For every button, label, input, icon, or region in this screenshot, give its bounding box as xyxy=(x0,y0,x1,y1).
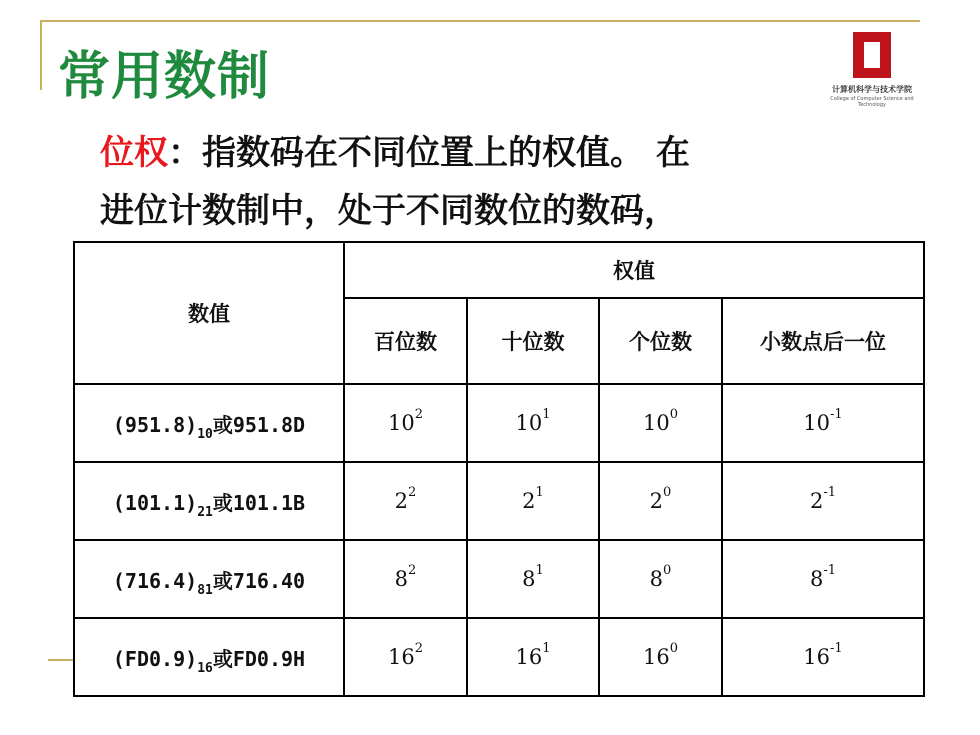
weight-cell: $2^{-1}$ xyxy=(722,462,924,540)
number-cell: $(716.4)_{81}$或716.40 xyxy=(74,540,344,618)
weight-cell: $8^2$ xyxy=(344,540,467,618)
table-row xyxy=(74,384,924,462)
weight-cell: $10^0$ xyxy=(599,384,722,462)
weight-cell: $10^1$ xyxy=(467,384,599,462)
weight-table xyxy=(73,241,925,697)
table-row xyxy=(74,540,924,618)
logo-subtext: College of Computer Science and Technology xyxy=(830,96,914,108)
bottom-rule xyxy=(48,659,74,661)
weight-cell: $16^2$ xyxy=(344,618,467,696)
weight-cell: $2^1$ xyxy=(467,462,599,540)
logo-text: 计算机科学与技术学院 xyxy=(832,85,912,94)
weight-cell: $16^{-1}$ xyxy=(722,618,924,696)
weight-cell: $8^1$ xyxy=(467,540,599,618)
table-row xyxy=(74,618,924,696)
column-header: 十位数 xyxy=(467,298,599,384)
logo-emblem-icon xyxy=(849,30,895,80)
column-header: 个位数 xyxy=(599,298,722,384)
table-header-row xyxy=(74,242,924,298)
header-value: 数值 xyxy=(74,242,344,384)
weight-cell: $2^2$ xyxy=(344,462,467,540)
weight-cell: $2^0$ xyxy=(599,462,722,540)
weight-cell: $8^{-1}$ xyxy=(722,540,924,618)
body-paragraph xyxy=(100,124,860,240)
weight-cell: $10^2$ xyxy=(344,384,467,462)
weight-cell: $16^1$ xyxy=(467,618,599,696)
top-rule xyxy=(40,20,920,22)
column-header: 小数点后一位 xyxy=(722,298,924,384)
number-cell: $(951.8)_{10}$或951.8D xyxy=(74,384,344,462)
number-cell: $(101.1)_{21}$或101.1B xyxy=(74,462,344,540)
weight-cell: $8^0$ xyxy=(599,540,722,618)
slide-title: 常用数制 xyxy=(58,47,271,107)
table-row xyxy=(74,462,924,540)
college-logo xyxy=(816,28,928,108)
paragraph-line1: ：指数码在不同位置上的权值。 在 xyxy=(168,133,690,173)
weight-cell: $10^{-1}$ xyxy=(722,384,924,462)
header-weight: 权值 xyxy=(344,242,924,298)
weight-cell: $16^0$ xyxy=(599,618,722,696)
left-rule xyxy=(40,20,42,90)
number-cell: $(FD0.9)_{16}$或FD0.9H xyxy=(74,618,344,696)
paragraph-line2: 进位计数制中，处于不同数位的数码， xyxy=(100,191,678,231)
highlight-term: 位权 xyxy=(100,133,168,173)
column-header: 百位数 xyxy=(344,298,467,384)
